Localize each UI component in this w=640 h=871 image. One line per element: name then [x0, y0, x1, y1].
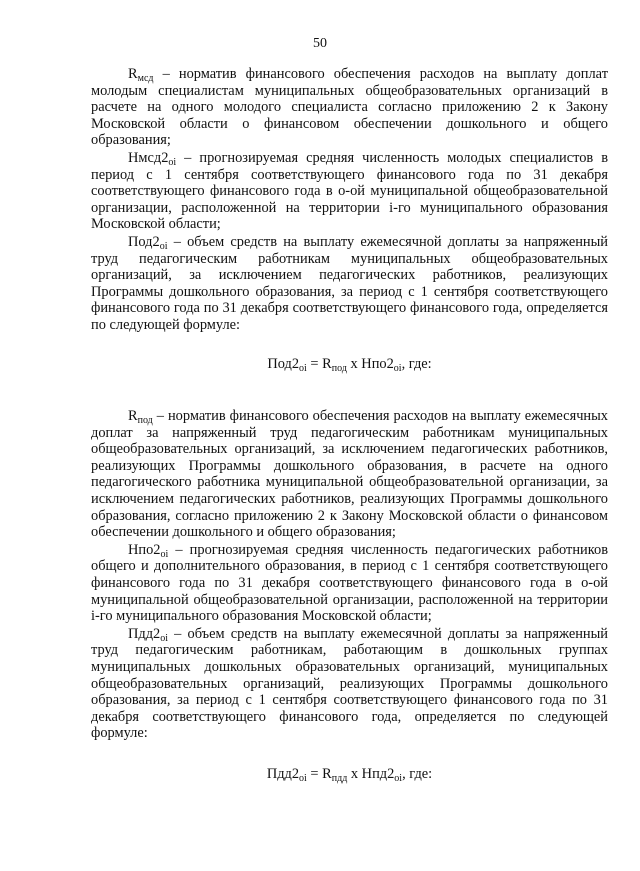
paragraph-r-msd: $R_{мсд}$ – норматив финансового обеспечения расходов на выплату доплат молодым специалистам муниципальных общеобразовательных организаций в расчете на одного молодого специалиста согласно приложению 2 к Закону Московской области о финансовом обеспечении дошкольного и общего образования;: [91, 66, 608, 149]
page-number: 50: [313, 36, 327, 51]
paragraph-npo: $Нпо2_{oi}$ – прогнозируемая средняя численность педагогических работников общего и дополнительного образования, в период с 1 сентября соответствующего финансового года по 31 декабря соответствующего финансового года в о-ой муниципальной общеобразовательной организации, расположенной на территории i-го муниципального образования Московской области;: [91, 541, 608, 625]
document-body: [91, 66, 608, 783]
formula-pod: $Под2_{oi} = R_{под}$ x $Нпо2_{oi}$, где:: [267, 355, 432, 374]
paragraph-pod: $Под2_{oi}$ – объем средств на выплату ежемесячной доплаты за напряженный труд педагогическим работникам муниципальных общеобразовательных организаций, за исключением педагогических работников, реализующих Программы дошкольного образования, за период с 1 сентября соответствующего финансового года по 31 декабря соответствующего финансового года, определяется по следующей формуле:: [91, 233, 608, 333]
paragraph-r-pod: $R_{под}$ – норматив финансового обеспечения расходов на выплату ежемесячных доплат за напряженный труд педагогическим работникам муниципальных общеобразовательных организаций, за исключением педагогических работников, реализующих Программы дошкольного образования, в расчете на одного педагогического работника муниципальной общеобразовательной организации, за исключением педагогических работников, реализующих Программы дошкольного образования, согласно приложению 2 к Закону Московской области о финансовом обеспечении дошкольного и общего образования;: [91, 408, 608, 541]
paragraph-nmsd: $Нмсд2_{oi}$ – прогнозируемая средняя численность молодых специалистов в период с 1 сентября соответствующего финансового года по 31 декабря соответствующего финансового года в о-ой муниципальной общеобразовательной организации, расположенной на территории i-го муниципального образования Московской области;: [91, 149, 608, 233]
formula-pdd: $Пдд2_{oi} = R_{пдд}$ x $Нпд2_{oi}$, где:: [266, 765, 433, 784]
paragraph-pdd: $Пдд2_{oi}$ – объем средств на выплату ежемесячной доплаты за напряженный труд педагогическим работникам, работающим в дошкольных группах муниципальных дошкольных образовательных организаций, муниципальных общеобразовательных организаций, реализующих Программы дошкольного образования, за период с 1 сентября соответствующего финансового года по 31 декабря соответствующего финансового года, определяется по следующей формуле:: [91, 625, 608, 742]
